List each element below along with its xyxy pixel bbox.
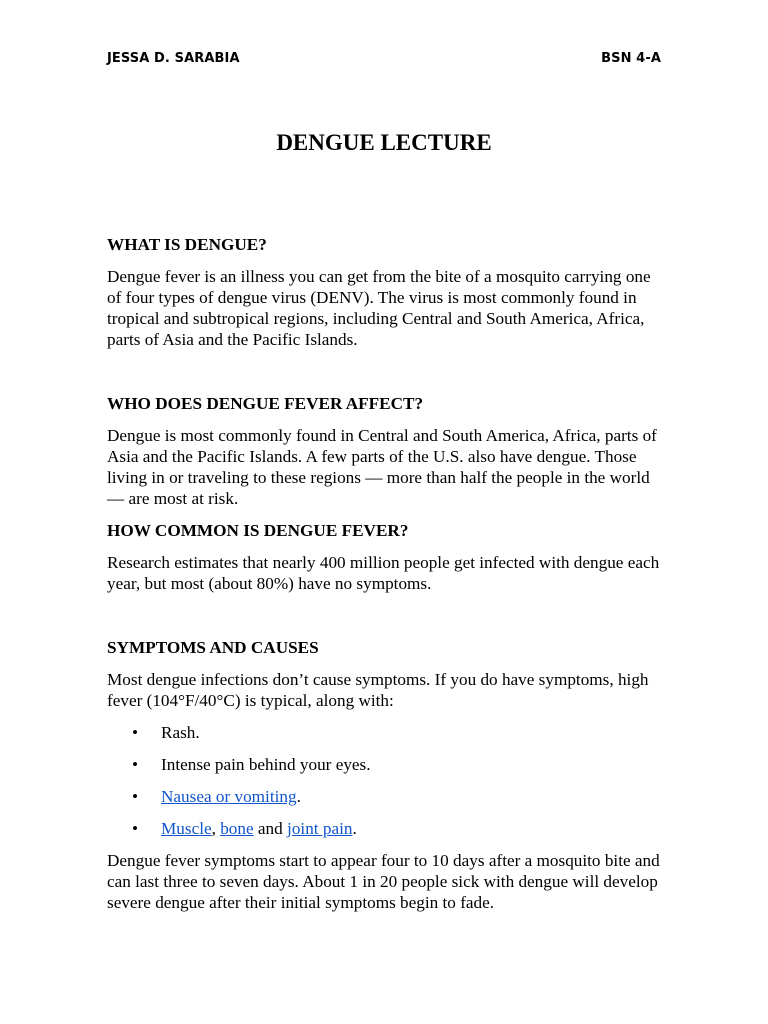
list-item-text: Intense pain behind your eyes. — [161, 755, 371, 774]
bullet-icon: • — [132, 787, 139, 806]
section-paragraph: Research estimates that nearly 400 million people get infected with dengue each year, but most (about 80%) have no symptoms. — [107, 553, 660, 593]
list-item-punctuation: , — [211, 819, 216, 838]
section-who-affected — [107, 393, 661, 509]
section-paragraph: Dengue is most commonly found in Central and South America, Africa, parts of Asia and the Pacific Islands. A few parts of the U.S. also have dengue. Those living in or traveling to these regions — more than half the people in the world — are most at risk. — [107, 426, 657, 508]
section-heading: WHAT IS DENGUE? — [107, 235, 267, 254]
document-title: DENGUE LECTURE — [276, 130, 492, 155]
section-how-common — [107, 520, 661, 594]
list-item-text: Rash. — [161, 723, 200, 742]
muscle-link[interactable]: Muscle — [161, 819, 212, 838]
section-paragraph: Most dengue infections don’t cause symptoms. If you do have symptoms, high fever (104°F/40°C) is typical, along with: — [107, 670, 649, 710]
list-item-punctuation: . — [352, 819, 357, 838]
list-item — [107, 722, 661, 743]
bullet-icon: • — [132, 723, 139, 742]
bullet-icon: • — [132, 819, 139, 838]
author-name: JESSA D. SARABIA — [107, 51, 240, 66]
section-paragraph: Dengue fever is an illness you can get from the bite of a mosquito carrying one of four types of dengue virus (DENV). The virus is most commonly found in tropical and subtropical regions, including Central and South America, Africa, parts of Asia and the Pacific Islands. — [107, 267, 651, 349]
nausea-link[interactable]: Nausea or vomiting — [161, 787, 297, 806]
list-item — [107, 786, 661, 807]
list-item-text: and — [257, 819, 283, 838]
list-item — [107, 754, 661, 775]
joint-pain-link[interactable]: joint pain — [287, 819, 353, 838]
bone-link[interactable]: bone — [220, 819, 254, 838]
section-heading: WHO DOES DENGUE FEVER AFFECT? — [107, 394, 424, 413]
section-paragraph: Dengue fever symptoms start to appear four to 10 days after a mosquito bite and can last three to seven days. About 1 in 20 people sick with dengue will develop severe dengue after their initial symptoms begin to fade. — [107, 851, 660, 912]
section-what-is-dengue — [107, 234, 661, 350]
document-body — [107, 234, 661, 913]
page-header — [107, 51, 661, 66]
class-section: BSN 4-A — [601, 51, 661, 66]
list-item — [107, 818, 661, 839]
symptom-list — [107, 722, 661, 839]
list-item-punctuation: . — [296, 787, 301, 806]
bullet-icon: • — [132, 755, 139, 774]
section-heading: HOW COMMON IS DENGUE FEVER? — [107, 521, 409, 540]
section-heading: SYMPTOMS AND CAUSES — [107, 638, 319, 657]
section-symptoms-causes — [107, 637, 661, 913]
